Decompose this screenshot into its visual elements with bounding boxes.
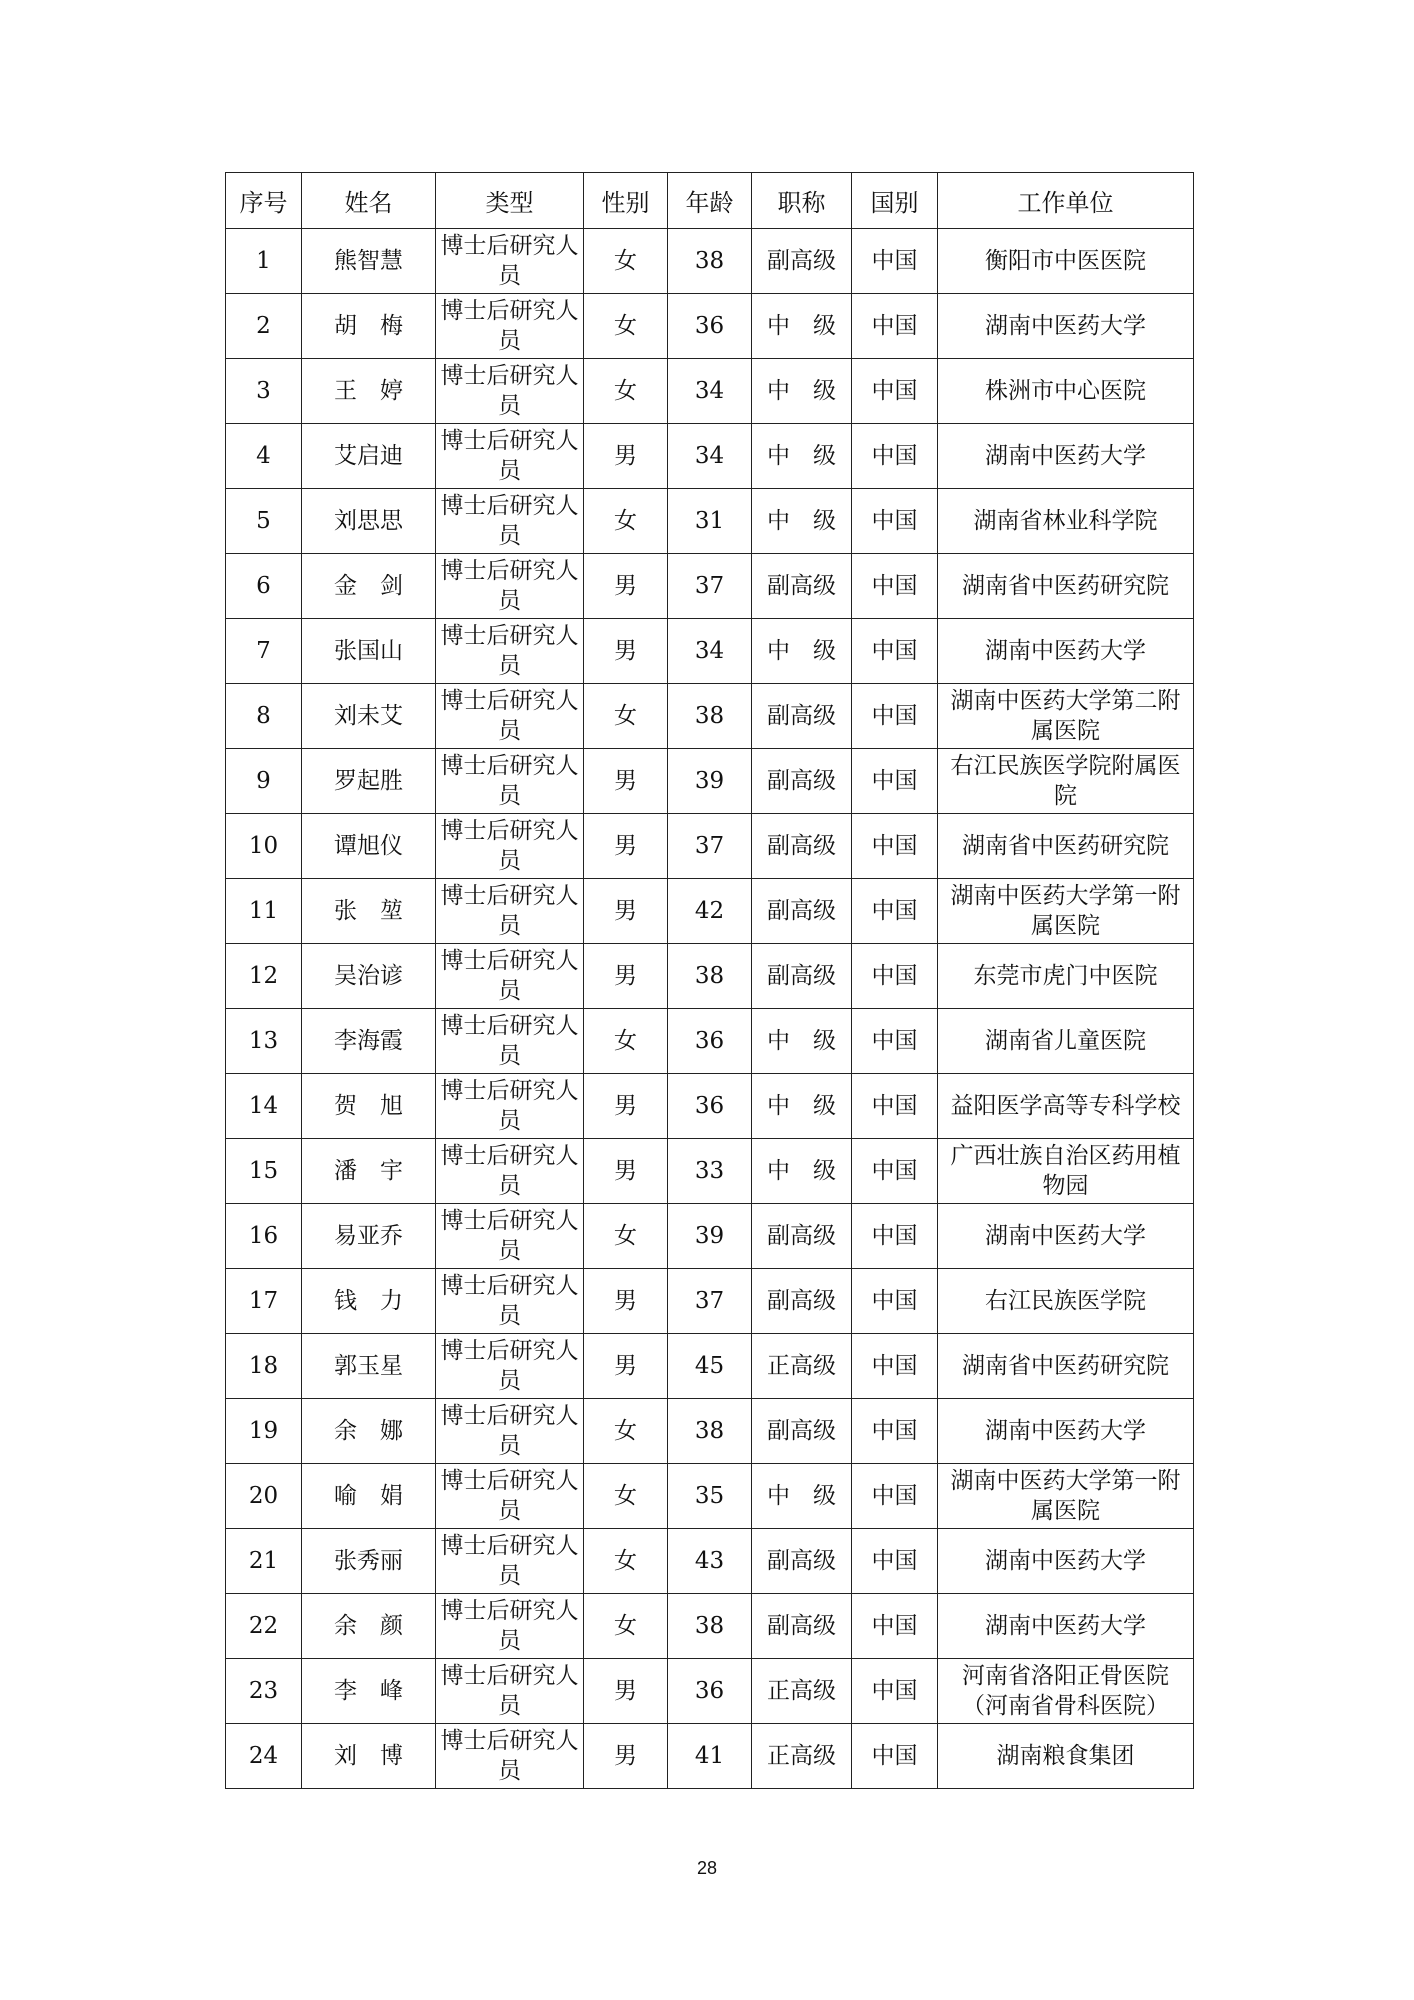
cell-employer: 益阳医学高等专科学校 (938, 1074, 1194, 1139)
table-row (226, 1659, 1194, 1724)
header-index: 序号 (226, 173, 302, 229)
cell-country: 中国 (852, 489, 938, 554)
header-employer: 工作单位 (938, 173, 1194, 229)
cell-type: 博士后研究人员 (436, 1074, 584, 1139)
cell-country: 中国 (852, 1009, 938, 1074)
cell-country: 中国 (852, 619, 938, 684)
cell-name: 王 婷 (302, 359, 436, 424)
cell-gender: 女 (584, 359, 668, 424)
cell-employer: 右江民族医学院 (938, 1269, 1194, 1334)
cell-index: 20 (226, 1464, 302, 1529)
cell-name: 张国山 (302, 619, 436, 684)
cell-name: 余 颜 (302, 1594, 436, 1659)
cell-type: 博士后研究人员 (436, 294, 584, 359)
cell-index: 3 (226, 359, 302, 424)
header-country: 国别 (852, 173, 938, 229)
cell-country: 中国 (852, 424, 938, 489)
cell-title: 副高级 (752, 879, 852, 944)
cell-age: 36 (668, 1074, 752, 1139)
cell-gender: 女 (584, 684, 668, 749)
cell-name: 金 剑 (302, 554, 436, 619)
header-type: 类型 (436, 173, 584, 229)
cell-index: 13 (226, 1009, 302, 1074)
cell-country: 中国 (852, 1334, 938, 1399)
cell-age: 37 (668, 554, 752, 619)
cell-country: 中国 (852, 1529, 938, 1594)
cell-gender: 男 (584, 1334, 668, 1399)
cell-index: 9 (226, 749, 302, 814)
cell-index: 19 (226, 1399, 302, 1464)
table-row (226, 814, 1194, 879)
cell-age: 31 (668, 489, 752, 554)
cell-age: 42 (668, 879, 752, 944)
cell-name: 李 峰 (302, 1659, 436, 1724)
cell-index: 15 (226, 1139, 302, 1204)
cell-country: 中国 (852, 684, 938, 749)
cell-title: 正高级 (752, 1724, 852, 1789)
cell-name: 贺 旭 (302, 1074, 436, 1139)
cell-type: 博士后研究人员 (436, 1724, 584, 1789)
cell-index: 1 (226, 229, 302, 294)
cell-title: 副高级 (752, 1204, 852, 1269)
cell-type: 博士后研究人员 (436, 619, 584, 684)
cell-gender: 男 (584, 619, 668, 684)
table-row (226, 359, 1194, 424)
cell-name: 谭旭仪 (302, 814, 436, 879)
cell-index: 17 (226, 1269, 302, 1334)
cell-type: 博士后研究人员 (436, 1464, 584, 1529)
cell-name: 罗起胜 (302, 749, 436, 814)
cell-name: 钱 力 (302, 1269, 436, 1334)
cell-country: 中国 (852, 229, 938, 294)
cell-name: 张 堃 (302, 879, 436, 944)
cell-age: 36 (668, 1009, 752, 1074)
cell-country: 中国 (852, 1464, 938, 1529)
cell-type: 博士后研究人员 (436, 814, 584, 879)
cell-age: 34 (668, 424, 752, 489)
cell-employer: 湖南中医药大学第一附属医院 (938, 879, 1194, 944)
cell-employer: 湖南省中医药研究院 (938, 1334, 1194, 1399)
cell-type: 博士后研究人员 (436, 684, 584, 749)
table-row (226, 1594, 1194, 1659)
table-header-row (226, 173, 1194, 229)
table-row (226, 619, 1194, 684)
cell-age: 39 (668, 1204, 752, 1269)
cell-gender: 男 (584, 1659, 668, 1724)
cell-employer: 湖南中医药大学 (938, 424, 1194, 489)
cell-name: 郭玉星 (302, 1334, 436, 1399)
cell-age: 34 (668, 619, 752, 684)
table-row (226, 1464, 1194, 1529)
cell-name: 胡 梅 (302, 294, 436, 359)
cell-age: 38 (668, 1399, 752, 1464)
cell-gender: 女 (584, 294, 668, 359)
cell-country: 中国 (852, 944, 938, 1009)
cell-name: 张秀丽 (302, 1529, 436, 1594)
cell-gender: 女 (584, 229, 668, 294)
cell-employer: 湖南省中医药研究院 (938, 554, 1194, 619)
cell-age: 45 (668, 1334, 752, 1399)
cell-type: 博士后研究人员 (436, 1399, 584, 1464)
cell-country: 中国 (852, 1074, 938, 1139)
table-row (226, 1269, 1194, 1334)
cell-type: 博士后研究人员 (436, 1204, 584, 1269)
cell-country: 中国 (852, 554, 938, 619)
cell-type: 博士后研究人员 (436, 1009, 584, 1074)
cell-employer: 湖南省林业科学院 (938, 489, 1194, 554)
cell-index: 11 (226, 879, 302, 944)
cell-age: 41 (668, 1724, 752, 1789)
cell-index: 7 (226, 619, 302, 684)
cell-gender: 男 (584, 1724, 668, 1789)
table-row (226, 684, 1194, 749)
cell-gender: 女 (584, 489, 668, 554)
cell-index: 22 (226, 1594, 302, 1659)
cell-employer: 衡阳市中医医院 (938, 229, 1194, 294)
cell-gender: 女 (584, 1594, 668, 1659)
cell-gender: 男 (584, 814, 668, 879)
cell-title: 正高级 (752, 1659, 852, 1724)
cell-employer: 右江民族医学院附属医院 (938, 749, 1194, 814)
table-row (226, 1139, 1194, 1204)
cell-age: 36 (668, 1659, 752, 1724)
cell-employer: 湖南中医药大学 (938, 619, 1194, 684)
table-body (226, 229, 1194, 1789)
cell-title: 副高级 (752, 684, 852, 749)
header-gender: 性别 (584, 173, 668, 229)
cell-index: 2 (226, 294, 302, 359)
cell-type: 博士后研究人员 (436, 489, 584, 554)
cell-index: 18 (226, 1334, 302, 1399)
cell-name: 李海霞 (302, 1009, 436, 1074)
personnel-table (225, 172, 1194, 1789)
cell-type: 博士后研究人员 (436, 229, 584, 294)
cell-country: 中国 (852, 1399, 938, 1464)
cell-title: 中 级 (752, 1139, 852, 1204)
cell-employer: 湖南中医药大学 (938, 1399, 1194, 1464)
cell-age: 33 (668, 1139, 752, 1204)
cell-age: 37 (668, 814, 752, 879)
table-row (226, 229, 1194, 294)
cell-type: 博士后研究人员 (436, 1594, 584, 1659)
cell-index: 14 (226, 1074, 302, 1139)
cell-gender: 男 (584, 1269, 668, 1334)
cell-country: 中国 (852, 294, 938, 359)
cell-index: 4 (226, 424, 302, 489)
cell-gender: 男 (584, 1074, 668, 1139)
cell-gender: 女 (584, 1464, 668, 1529)
cell-employer: 河南省洛阳正骨医院（河南省骨科医院） (938, 1659, 1194, 1724)
cell-country: 中国 (852, 749, 938, 814)
cell-title: 中 级 (752, 294, 852, 359)
cell-index: 16 (226, 1204, 302, 1269)
cell-type: 博士后研究人员 (436, 879, 584, 944)
cell-gender: 男 (584, 944, 668, 1009)
cell-country: 中国 (852, 814, 938, 879)
cell-gender: 女 (584, 1204, 668, 1269)
cell-name: 艾启迪 (302, 424, 436, 489)
cell-title: 中 级 (752, 424, 852, 489)
cell-name: 吴治谚 (302, 944, 436, 1009)
cell-type: 博士后研究人员 (436, 749, 584, 814)
cell-index: 10 (226, 814, 302, 879)
cell-title: 中 级 (752, 1009, 852, 1074)
cell-title: 副高级 (752, 1399, 852, 1464)
cell-employer: 湖南中医药大学 (938, 1529, 1194, 1594)
cell-age: 34 (668, 359, 752, 424)
cell-employer: 湖南中医药大学 (938, 294, 1194, 359)
cell-country: 中国 (852, 1659, 938, 1724)
cell-title: 副高级 (752, 749, 852, 814)
table-row (226, 554, 1194, 619)
cell-employer: 湖南省中医药研究院 (938, 814, 1194, 879)
cell-title: 中 级 (752, 619, 852, 684)
cell-employer: 湖南粮食集团 (938, 1724, 1194, 1789)
cell-index: 24 (226, 1724, 302, 1789)
cell-title: 副高级 (752, 1269, 852, 1334)
cell-title: 副高级 (752, 229, 852, 294)
table-row (226, 879, 1194, 944)
cell-gender: 男 (584, 879, 668, 944)
cell-age: 38 (668, 944, 752, 1009)
cell-country: 中国 (852, 359, 938, 424)
cell-gender: 男 (584, 749, 668, 814)
cell-age: 39 (668, 749, 752, 814)
cell-country: 中国 (852, 1139, 938, 1204)
cell-name: 余 娜 (302, 1399, 436, 1464)
cell-name: 刘 博 (302, 1724, 436, 1789)
cell-type: 博士后研究人员 (436, 944, 584, 1009)
cell-age: 37 (668, 1269, 752, 1334)
cell-employer: 株洲市中心医院 (938, 359, 1194, 424)
cell-age: 35 (668, 1464, 752, 1529)
table-row (226, 489, 1194, 554)
cell-gender: 男 (584, 1139, 668, 1204)
cell-name: 喻 娟 (302, 1464, 436, 1529)
cell-type: 博士后研究人员 (436, 554, 584, 619)
cell-title: 副高级 (752, 944, 852, 1009)
cell-type: 博士后研究人员 (436, 424, 584, 489)
cell-employer: 湖南中医药大学第二附属医院 (938, 684, 1194, 749)
cell-title: 中 级 (752, 359, 852, 424)
table-row (226, 944, 1194, 1009)
cell-type: 博士后研究人员 (436, 1269, 584, 1334)
cell-title: 副高级 (752, 1529, 852, 1594)
cell-name: 熊智慧 (302, 229, 436, 294)
cell-type: 博士后研究人员 (436, 359, 584, 424)
cell-age: 38 (668, 229, 752, 294)
cell-age: 43 (668, 1529, 752, 1594)
table-row (226, 294, 1194, 359)
cell-country: 中国 (852, 1269, 938, 1334)
cell-type: 博士后研究人员 (436, 1529, 584, 1594)
cell-index: 21 (226, 1529, 302, 1594)
cell-employer: 湖南省儿童医院 (938, 1009, 1194, 1074)
cell-title: 副高级 (752, 1594, 852, 1659)
cell-name: 刘未艾 (302, 684, 436, 749)
cell-title: 中 级 (752, 1464, 852, 1529)
cell-country: 中国 (852, 1594, 938, 1659)
cell-country: 中国 (852, 1204, 938, 1269)
table-row (226, 749, 1194, 814)
cell-type: 博士后研究人员 (436, 1334, 584, 1399)
table-row (226, 1204, 1194, 1269)
cell-index: 6 (226, 554, 302, 619)
cell-type: 博士后研究人员 (436, 1659, 584, 1724)
header-name: 姓名 (302, 173, 436, 229)
cell-employer: 湖南中医药大学 (938, 1594, 1194, 1659)
cell-gender: 女 (584, 1529, 668, 1594)
cell-gender: 女 (584, 1399, 668, 1464)
cell-gender: 男 (584, 424, 668, 489)
cell-index: 8 (226, 684, 302, 749)
cell-gender: 女 (584, 1009, 668, 1074)
cell-employer: 广西壮族自治区药用植物园 (938, 1139, 1194, 1204)
cell-gender: 男 (584, 554, 668, 619)
header-title: 职称 (752, 173, 852, 229)
cell-index: 5 (226, 489, 302, 554)
cell-name: 刘思思 (302, 489, 436, 554)
cell-age: 36 (668, 294, 752, 359)
table-row (226, 1399, 1194, 1464)
cell-employer: 湖南中医药大学第一附属医院 (938, 1464, 1194, 1529)
cell-title: 中 级 (752, 1074, 852, 1139)
cell-type: 博士后研究人员 (436, 1139, 584, 1204)
table-row (226, 1529, 1194, 1594)
table-row (226, 1009, 1194, 1074)
table-row (226, 1724, 1194, 1789)
cell-employer: 湖南中医药大学 (938, 1204, 1194, 1269)
cell-title: 副高级 (752, 554, 852, 619)
table-row (226, 1334, 1194, 1399)
page-number: 28 (696, 1858, 718, 1878)
cell-index: 12 (226, 944, 302, 1009)
header-age: 年龄 (668, 173, 752, 229)
cell-country: 中国 (852, 879, 938, 944)
cell-age: 38 (668, 684, 752, 749)
cell-employer: 东莞市虎门中医院 (938, 944, 1194, 1009)
cell-age: 38 (668, 1594, 752, 1659)
cell-title: 正高级 (752, 1334, 852, 1399)
table-row (226, 424, 1194, 489)
cell-title: 中 级 (752, 489, 852, 554)
cell-country: 中国 (852, 1724, 938, 1789)
table-row (226, 1074, 1194, 1139)
cell-name: 易亚乔 (302, 1204, 436, 1269)
cell-title: 副高级 (752, 814, 852, 879)
cell-index: 23 (226, 1659, 302, 1724)
cell-name: 潘 宇 (302, 1139, 436, 1204)
